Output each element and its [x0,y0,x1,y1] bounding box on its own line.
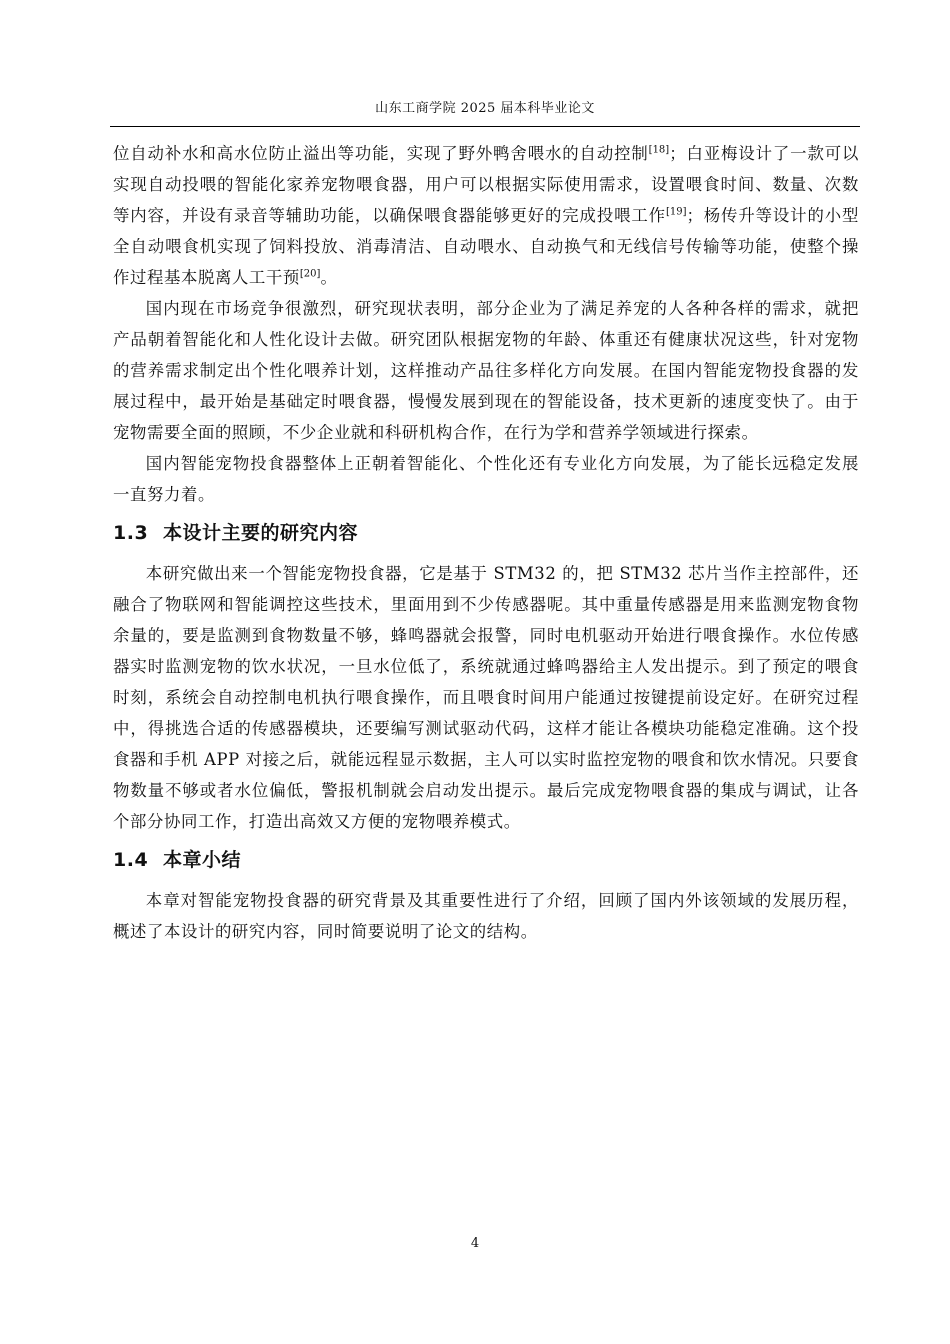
section-heading-1-4 [113,845,859,875]
section-heading-1-3 [113,518,859,548]
paragraph-text: ；杨传升等设计的小型全自动喂食机实现了饲料投放、消毒清洁、自动喂水、自动换气和无线信号传输等功能，使整个操作过程基本脱离人工干预 [113,206,860,287]
paragraph-domestic-market: 国内现在市场竞争很激烈，研究现状表明，部分企业为了满足养宠的人各种各样的需求，就把产品朝着智能化和人性化设计去做。研究团队根据宠物的年龄、体重还有健康状况这些，针对宠物的营养需求制定出个性化喂养计划，这样推动产品往多样化方向发展。在国内智能宠物投食器的发展过程中，最开始是基础定时喂食器，慢慢发展到现在的智能设备，技术更新的速度变快了。由于宠物需要全面的照顾，不少企业就和科研机构合作，在行为学和营养学领域进行探索。 [113,299,859,442]
paragraph-text: 位自动补水和高水位防止溢出等功能，实现了野外鸭舍喂水的自动控制 [113,144,649,163]
paragraph-text: 。 [320,268,338,287]
section-number: 1.3 [113,522,149,544]
paragraph-text: ；白亚梅设计了一款可以实现自动投喂的智能化家养宠物喂食器，用户可以根据实际使用需求，设置喂食时间、数量、次数等内容，并设有录音等辅助功能，以确保喂食器能够更好的完成投喂工作 [113,144,859,225]
paragraph-chapter-summary: 本章对智能宠物投食器的研究背景及其重要性进行了介绍，回顾了国内外该领域的发展历程，概述了本设计的研究内容，同时简要说明了论文的结构。 [113,891,859,941]
paragraph-domestic-trend: 国内智能宠物投食器整体上正朝着智能化、个性化还有专业化方向发展，为了能长远稳定发展一直努力着。 [113,454,859,504]
running-header: 山东工商学院 2025 届本科毕业论文 [375,101,595,116]
section-title: 本章小结 [163,849,242,871]
paragraph-continued [113,138,859,293]
section-number: 1.4 [113,849,149,871]
header-divider [110,126,860,127]
paragraph-research-content: 本研究做出来一个智能宠物投食器，它是基于 STM32 的，把 STM32 芯片当作主控部件，还融合了物联网和智能调控这些技术，里面用到不少传感器呢。其中重量传感器是用来监测宠物食物余量的，要是监测到食物数量不够，蜂鸣器就会报警，同时电机驱动开始进行喂食操作。水位传感器实时监测宠物的饮水状况，一旦水位低了，系统就通过蜂鸣器给主人发出提示。到了预定的喂食时刻，系统会自动控制电机执行喂食操作，而且喂食时间用户能通过按键提前设定好。在研究过程中，得挑选合适的传感器模块，还要编写测试驱动代码，这样才能让各模块功能稳定准确。这个投食器和手机 APP 对接之后，就能远程显示数据，主人可以实时监控宠物的喂食和饮水情况。只要食物数量不够或者水位偏低，警报机制就会启动发出提示。最后完成宠物喂食器的集成与调试，让各个部分协同工作，打造出高效又方便的宠物喂养模式。 [113,564,859,831]
citation-ref: [20] [299,268,321,280]
section-title: 本设计主要的研究内容 [163,522,359,544]
page-number: 4 [470,1236,480,1251]
body-text [113,138,859,947]
citation-ref: [18] [648,144,670,156]
citation-ref: [19] [665,206,687,218]
